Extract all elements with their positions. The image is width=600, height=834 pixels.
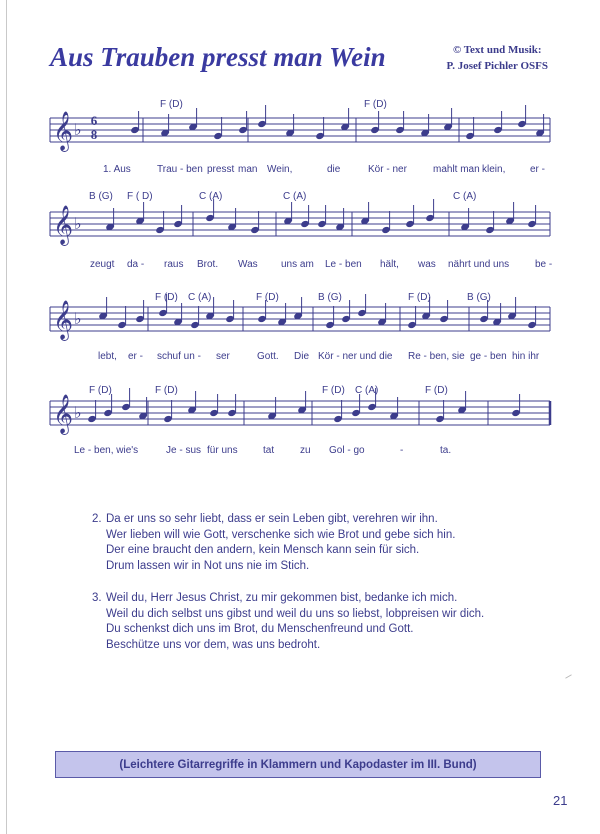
- lyric: lebt,: [98, 351, 117, 362]
- system-2-chords: [89, 191, 476, 202]
- song-title: Aus Trauben presst man Wein: [50, 42, 386, 72]
- chord: F (D): [408, 292, 431, 303]
- lyric: raus: [164, 259, 184, 270]
- chord: B (G): [318, 292, 342, 303]
- chord: F (D): [155, 385, 178, 396]
- system-2-lyrics: [90, 259, 552, 270]
- verse-number: 2.: [92, 513, 102, 525]
- lyric: hält,: [380, 259, 399, 270]
- lyric: was: [418, 259, 436, 270]
- time-signature-bottom: 8: [90, 127, 98, 142]
- verses: [92, 512, 484, 670]
- verse-line: Beschütze uns vor dem, was uns bedroht.: [106, 638, 321, 651]
- system-4-lyrics: [74, 445, 451, 456]
- lyric: Je - sus: [166, 445, 202, 456]
- lyric: Was: [238, 259, 258, 270]
- lyric: uns am: [281, 259, 314, 270]
- lyric: mahlt man: [433, 164, 480, 175]
- lyric: schuf un -: [157, 351, 201, 362]
- verse-3: [92, 591, 484, 653]
- system-1-chords: [160, 99, 387, 110]
- lyric: 1. Aus: [103, 164, 131, 175]
- lyric: ta.: [440, 445, 452, 456]
- verse-line: Weil du, Herr Jesus Christ, zu mir gekommen bist, bedanke ich mich.: [106, 592, 458, 604]
- lyric: tat: [263, 445, 275, 456]
- system-4-chords: [89, 385, 448, 396]
- flat-key-icon: ♭: [74, 214, 82, 233]
- footer-note-text: (Leichtere Gitarregriffe in Klammern und Kapodaster im III. Bund): [119, 758, 477, 771]
- lyric: Le - ben: [325, 259, 362, 270]
- page-number: 21: [553, 793, 568, 808]
- lyric: für uns: [207, 445, 238, 456]
- chord: C (A): [355, 385, 379, 396]
- flat-key-icon: ♭: [74, 120, 82, 139]
- credit-label: © Text und Musik:: [452, 44, 542, 56]
- system-1-lyrics: [103, 164, 545, 175]
- flat-key-icon: ♭: [74, 309, 82, 328]
- chord: F ( D): [127, 191, 153, 202]
- verse-line: Wer lieben will wie Gott, verschenke sich wie Brot und gebe sich hin.: [106, 528, 456, 541]
- chord: F (D): [160, 99, 183, 110]
- lyric: Gol - go: [329, 445, 365, 456]
- flat-key-icon: ♭: [74, 403, 82, 422]
- treble-clef-icon: 𝄞: [53, 300, 74, 340]
- treble-clef-icon: 𝄞: [53, 111, 74, 151]
- verse-line: Weil du dich selbst uns gibst und weil du uns so liebst, lobpreisen wir dich.: [106, 607, 485, 620]
- lyric: die: [327, 164, 341, 175]
- lyric: Le - ben, wie's: [74, 445, 139, 456]
- chord: B (G): [467, 292, 491, 303]
- chord: F (D): [155, 292, 178, 303]
- verse-line: Der eine braucht den andern, kein Mensch kann sein für sich.: [106, 544, 420, 556]
- lyric: zu: [300, 445, 311, 456]
- lyric: Kör - ner und die: [318, 351, 393, 362]
- lyric: Wein,: [267, 164, 293, 175]
- footer-note: [55, 751, 541, 778]
- chord: C (A): [188, 292, 212, 303]
- chord: F (D): [425, 385, 448, 396]
- chord: F (D): [256, 292, 279, 303]
- lyric: er -: [128, 351, 143, 362]
- chord: C (A): [453, 191, 477, 202]
- scan-mark: [565, 674, 572, 678]
- chord: C (A): [199, 191, 223, 202]
- verse-line: Drum lassen wir in Not uns nie im Stich.: [106, 559, 310, 572]
- lyric: be -: [535, 259, 553, 270]
- lyric: Gott.: [257, 351, 279, 362]
- lyric: -: [400, 445, 404, 456]
- lyric: Re - ben, sie: [408, 351, 465, 362]
- staves: [50, 111, 553, 435]
- system-3-chords: [155, 292, 491, 303]
- lyric: klein,: [482, 164, 506, 175]
- treble-clef-icon: 𝄞: [53, 205, 74, 245]
- system-3-lyrics: [98, 351, 540, 362]
- verse-2: [92, 512, 484, 574]
- verse-line: Da er uns so sehr liebt, dass er sein Leben gibt, verehren wir ihn.: [106, 513, 438, 525]
- lyric: ge - ben: [470, 351, 507, 362]
- lyric: da -: [127, 259, 145, 270]
- lyric: er -: [530, 164, 545, 175]
- chord: B (G): [89, 191, 113, 202]
- verse-number: 3.: [92, 592, 102, 604]
- lyric: Kör - ner: [368, 164, 407, 175]
- verse-line: Du schenkst dich uns im Brot, du Menschenfreund und Gott.: [106, 623, 414, 635]
- lyric: ser: [216, 351, 230, 362]
- lyric: Brot.: [197, 259, 219, 270]
- chord: F (D): [322, 385, 345, 396]
- lyric: man: [238, 164, 258, 175]
- chord: C (A): [283, 191, 307, 202]
- lyric: presst: [207, 164, 235, 175]
- lyric: Trau - ben: [157, 164, 203, 175]
- lyric: hin ihr: [512, 351, 540, 362]
- lyric: zeugt: [90, 259, 115, 270]
- credit-author: P. Josef Pichler OSFS: [446, 60, 548, 72]
- lyric: nährt und uns: [448, 259, 510, 270]
- chord: F (D): [364, 99, 387, 110]
- chord: F (D): [89, 385, 112, 396]
- lyric: Die: [294, 351, 310, 362]
- time-signature: [91, 113, 98, 142]
- treble-clef-icon: 𝄞: [53, 394, 74, 434]
- time-signature-top: 6: [90, 113, 98, 128]
